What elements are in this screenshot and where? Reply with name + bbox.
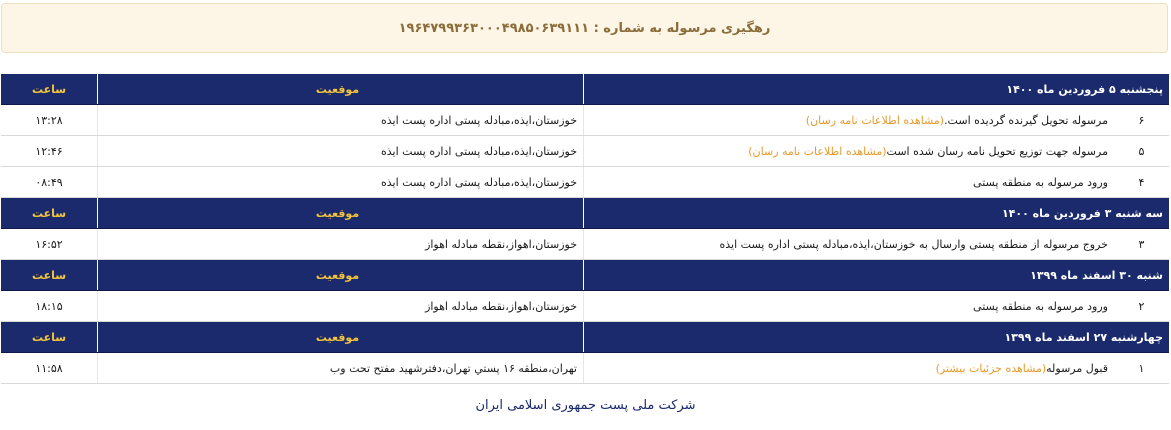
table-row	[1, 229, 1169, 260]
footer-company-name: شرکت ملی پست جمهوری اسلامی ایران	[475, 398, 696, 413]
table-row	[1, 291, 1169, 322]
event-time: ۱۸:۱۵	[1, 291, 98, 321]
event-description: ورود مرسوله به منطقه پستی	[973, 299, 1108, 313]
event-location: خوزستان،ایذه،مبادله پستی اداره پست ایذه	[98, 105, 584, 135]
tracking-table	[1, 74, 1169, 384]
time-column-header: ساعت	[1, 198, 98, 228]
event-time: ۰۸:۴۹	[1, 167, 98, 197]
date-label: شنبه ۳۰ اسفند ماه ۱۳۹۹	[1030, 268, 1163, 282]
event-location: خوزستان،ایذه،مبادله پستی اداره پست ایذه	[98, 167, 584, 197]
table-row	[1, 136, 1169, 167]
table-row	[1, 167, 1169, 198]
event-time: ۱۱:۵۸	[1, 353, 98, 383]
tracking-title: رهگیری مرسوله به شماره : ۱۹۶۴۷۹۹۳۶۳۰۰۰۴۹۸۵۰۶۳۹۱۱۱	[398, 20, 771, 36]
time-column-header: ساعت	[1, 322, 98, 352]
location-column-header: موقعیت	[98, 260, 584, 290]
time-column-header: ساعت	[1, 260, 98, 290]
event-time: ۱۳:۲۸	[1, 105, 98, 135]
view-carrier-info-link[interactable]: (مشاهده اطلاعات نامه رسان)	[805, 113, 945, 127]
tracking-banner	[1, 3, 1168, 53]
event-time: ۱۶:۵۲	[1, 229, 98, 259]
date-label: سه شنبه ۳ فروردین ماه ۱۴۰۰	[1001, 206, 1163, 220]
date-header-row	[1, 74, 1169, 105]
event-description: مرسوله جهت توزیع تحویل نامه رسان شده است(مشاهده اطلاعات نامه رسان)	[748, 144, 1108, 158]
event-description: ورود مرسوله به منطقه پستی	[973, 175, 1108, 189]
location-column-header: موقعیت	[98, 74, 584, 104]
location-column-header: موقعیت	[98, 322, 584, 352]
date-label: چهارشنبه ۲۷ اسفند ماه ۱۳۹۹	[1004, 330, 1163, 344]
event-number: ۴	[1138, 175, 1145, 189]
event-description: قبول مرسوله(مشاهده جزئیات بیشتر)	[935, 361, 1108, 375]
event-number: ۳	[1138, 237, 1145, 251]
date-header-row	[1, 260, 1169, 291]
event-description: مرسوله تحویل گیرنده گردیده است.(مشاهده اطلاعات نامه رسان)	[805, 113, 1108, 127]
event-location: خوزستان،اهواز،نقطه مبادله اهواز	[98, 291, 584, 321]
view-more-details-link[interactable]: (مشاهده جزئیات بیشتر)	[935, 361, 1047, 375]
event-number: ۵	[1138, 144, 1145, 158]
table-row	[1, 353, 1169, 384]
date-label: پنجشنبه ۵ فروردین ماه ۱۴۰۰	[1006, 82, 1163, 96]
time-column-header: ساعت	[1, 74, 98, 104]
event-number: ۱	[1138, 361, 1145, 375]
view-carrier-info-link[interactable]: (مشاهده اطلاعات نامه رسان)	[748, 144, 887, 158]
event-location: خوزستان،ایذه،مبادله پستی اداره پست ایذه	[98, 136, 584, 166]
event-location: تهران،منطقه ۱۶ پستي تهران،دفترشهید مفتح تحت وب	[98, 353, 584, 383]
event-description: خروج مرسوله از منطقه پستی وارسال به خوزستان،ایذه،مبادله پستی اداره پست ایذه	[719, 237, 1108, 251]
event-time: ۱۲:۴۶	[1, 136, 98, 166]
event-location: خوزستان،اهواز،نقطه مبادله اهواز	[98, 229, 584, 259]
date-header-row	[1, 322, 1169, 353]
date-header-row	[1, 198, 1169, 229]
table-row	[1, 105, 1169, 136]
location-column-header: موقعیت	[98, 198, 584, 228]
event-number: ۲	[1138, 299, 1145, 313]
event-number: ۶	[1138, 113, 1145, 127]
